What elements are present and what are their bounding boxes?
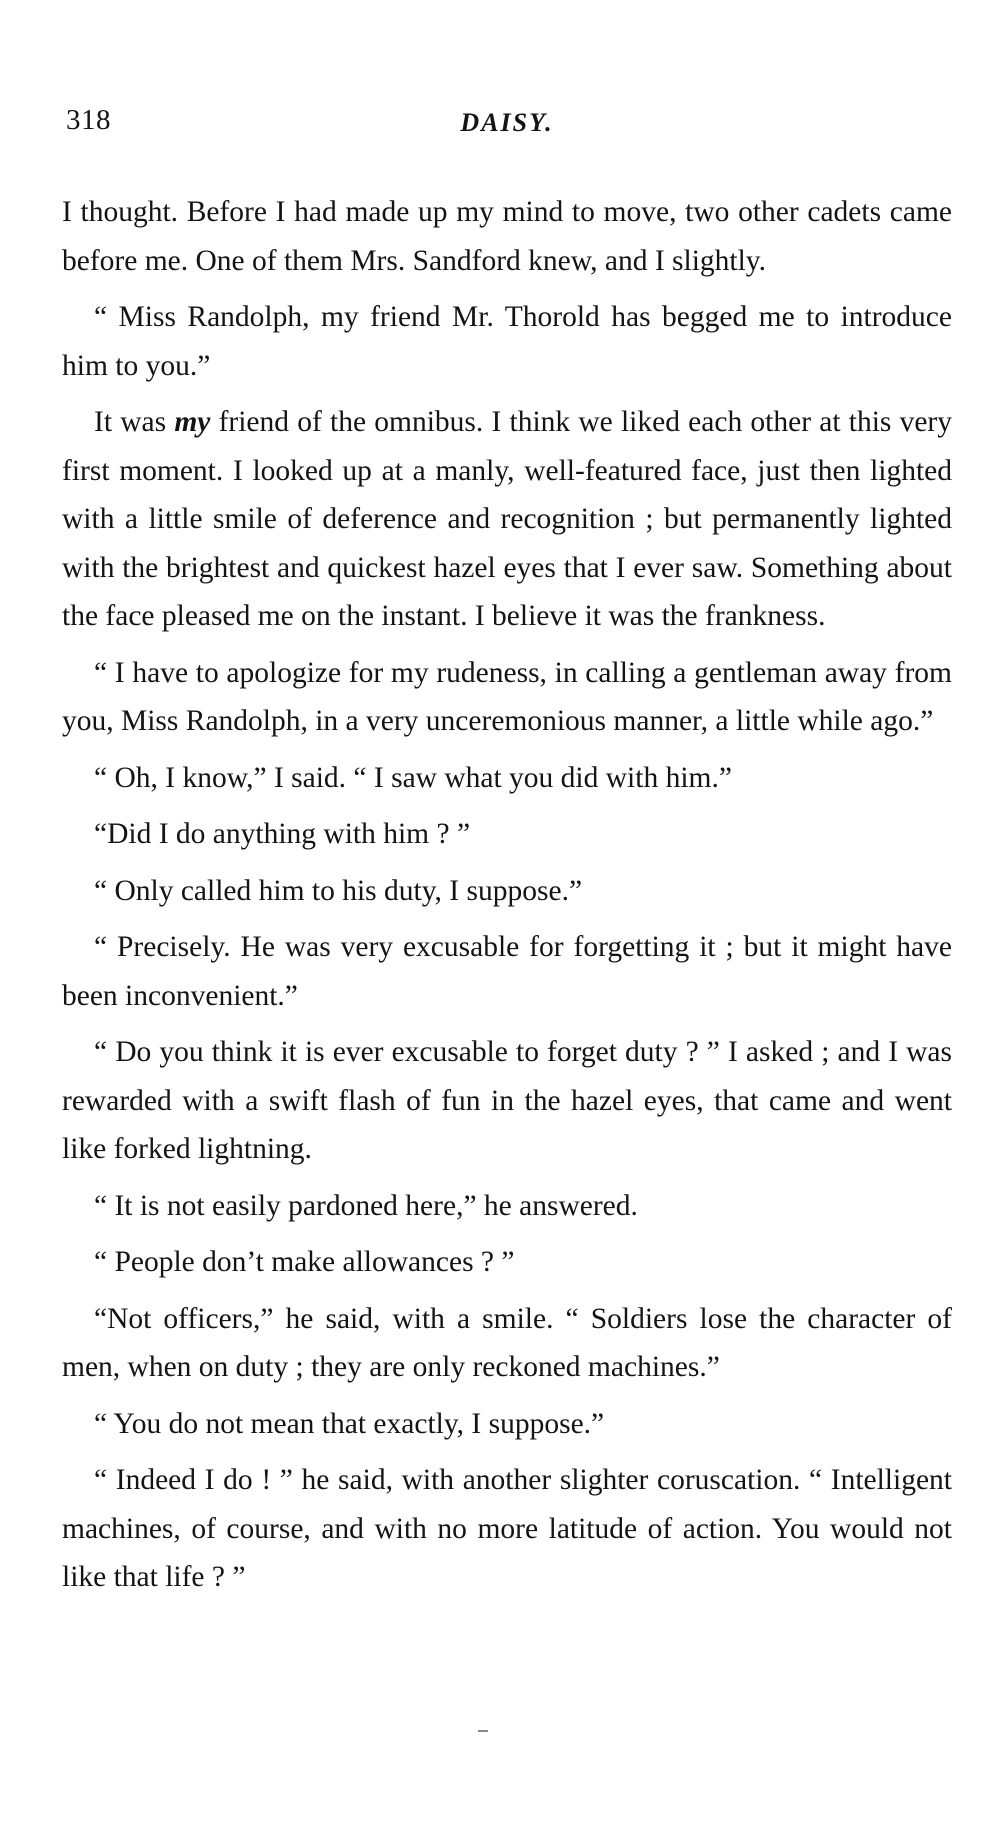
paragraph-text-after: friend of the omnibus. I think we liked each other at this very first moment. I looked up at a manly, well-featured face, just then lighted with a little smile of deference and recognition ; but permanently lighted with the brightest and quickest hazel eyes that I ever saw. Something about the face pleased me on the instant. I believe it was the frankness. [62, 406, 952, 632]
paragraph: “ Precisely. He was very excusable for forgetting it ; but it might have been inconvenient.” [62, 931, 952, 1012]
body-text [62, 188, 952, 1602]
paragraph: “ People don’t make allowances ? ” [94, 1246, 515, 1278]
footer-mark [478, 1730, 488, 1732]
book-page [62, 0, 952, 1610]
paragraph: “ Oh, I know,” I said. “ I saw what you did with him.” [94, 761, 732, 794]
emphasized-word: my [174, 406, 211, 438]
paragraph [62, 398, 952, 641]
running-title: DAISY. [460, 108, 554, 137]
paragraph: I thought. Before I had made up my mind to move, two other cadets came before me. One of them Mrs. Sandford knew, and I slightly. [62, 196, 952, 277]
paragraph-text-before: It was [94, 406, 175, 438]
paragraph: “ You do not mean that exactly, I suppose.” [94, 1407, 605, 1440]
paragraph: “ It is not easily pardoned here,” he answered. [94, 1189, 638, 1222]
paragraph: “ I have to apologize for my rudeness, in calling a gentleman away from you, Miss Randolph, in a very unceremonious manner, a little while ago.” [62, 656, 952, 737]
page-header [62, 104, 952, 164]
paragraph: “Not officers,” he said, with a smile. “ Soldiers lose the character of men, when on duty ; they are only reckoned machines.” [62, 1302, 952, 1383]
paragraph: “ Only called him to his duty, I suppose.” [94, 874, 583, 907]
page-number: 318 [66, 104, 111, 136]
paragraph: “ Indeed I do ! ” he said, with another slighter coruscation. “ Intelligent machines, of course, and with no more latitude of action. You would not like that life ? ” [62, 1464, 952, 1593]
paragraph: “ Miss Randolph, my friend Mr. Thorold has begged me to introduce him to you.” [62, 301, 952, 382]
paragraph: “ Do you think it is ever excusable to forget duty ? ” I asked ; and I was rewarded with a swift flash of fun in the hazel eyes, that came and went like forked lightning. [62, 1036, 952, 1165]
paragraph: “Did I do anything with him ? ” [94, 818, 471, 850]
